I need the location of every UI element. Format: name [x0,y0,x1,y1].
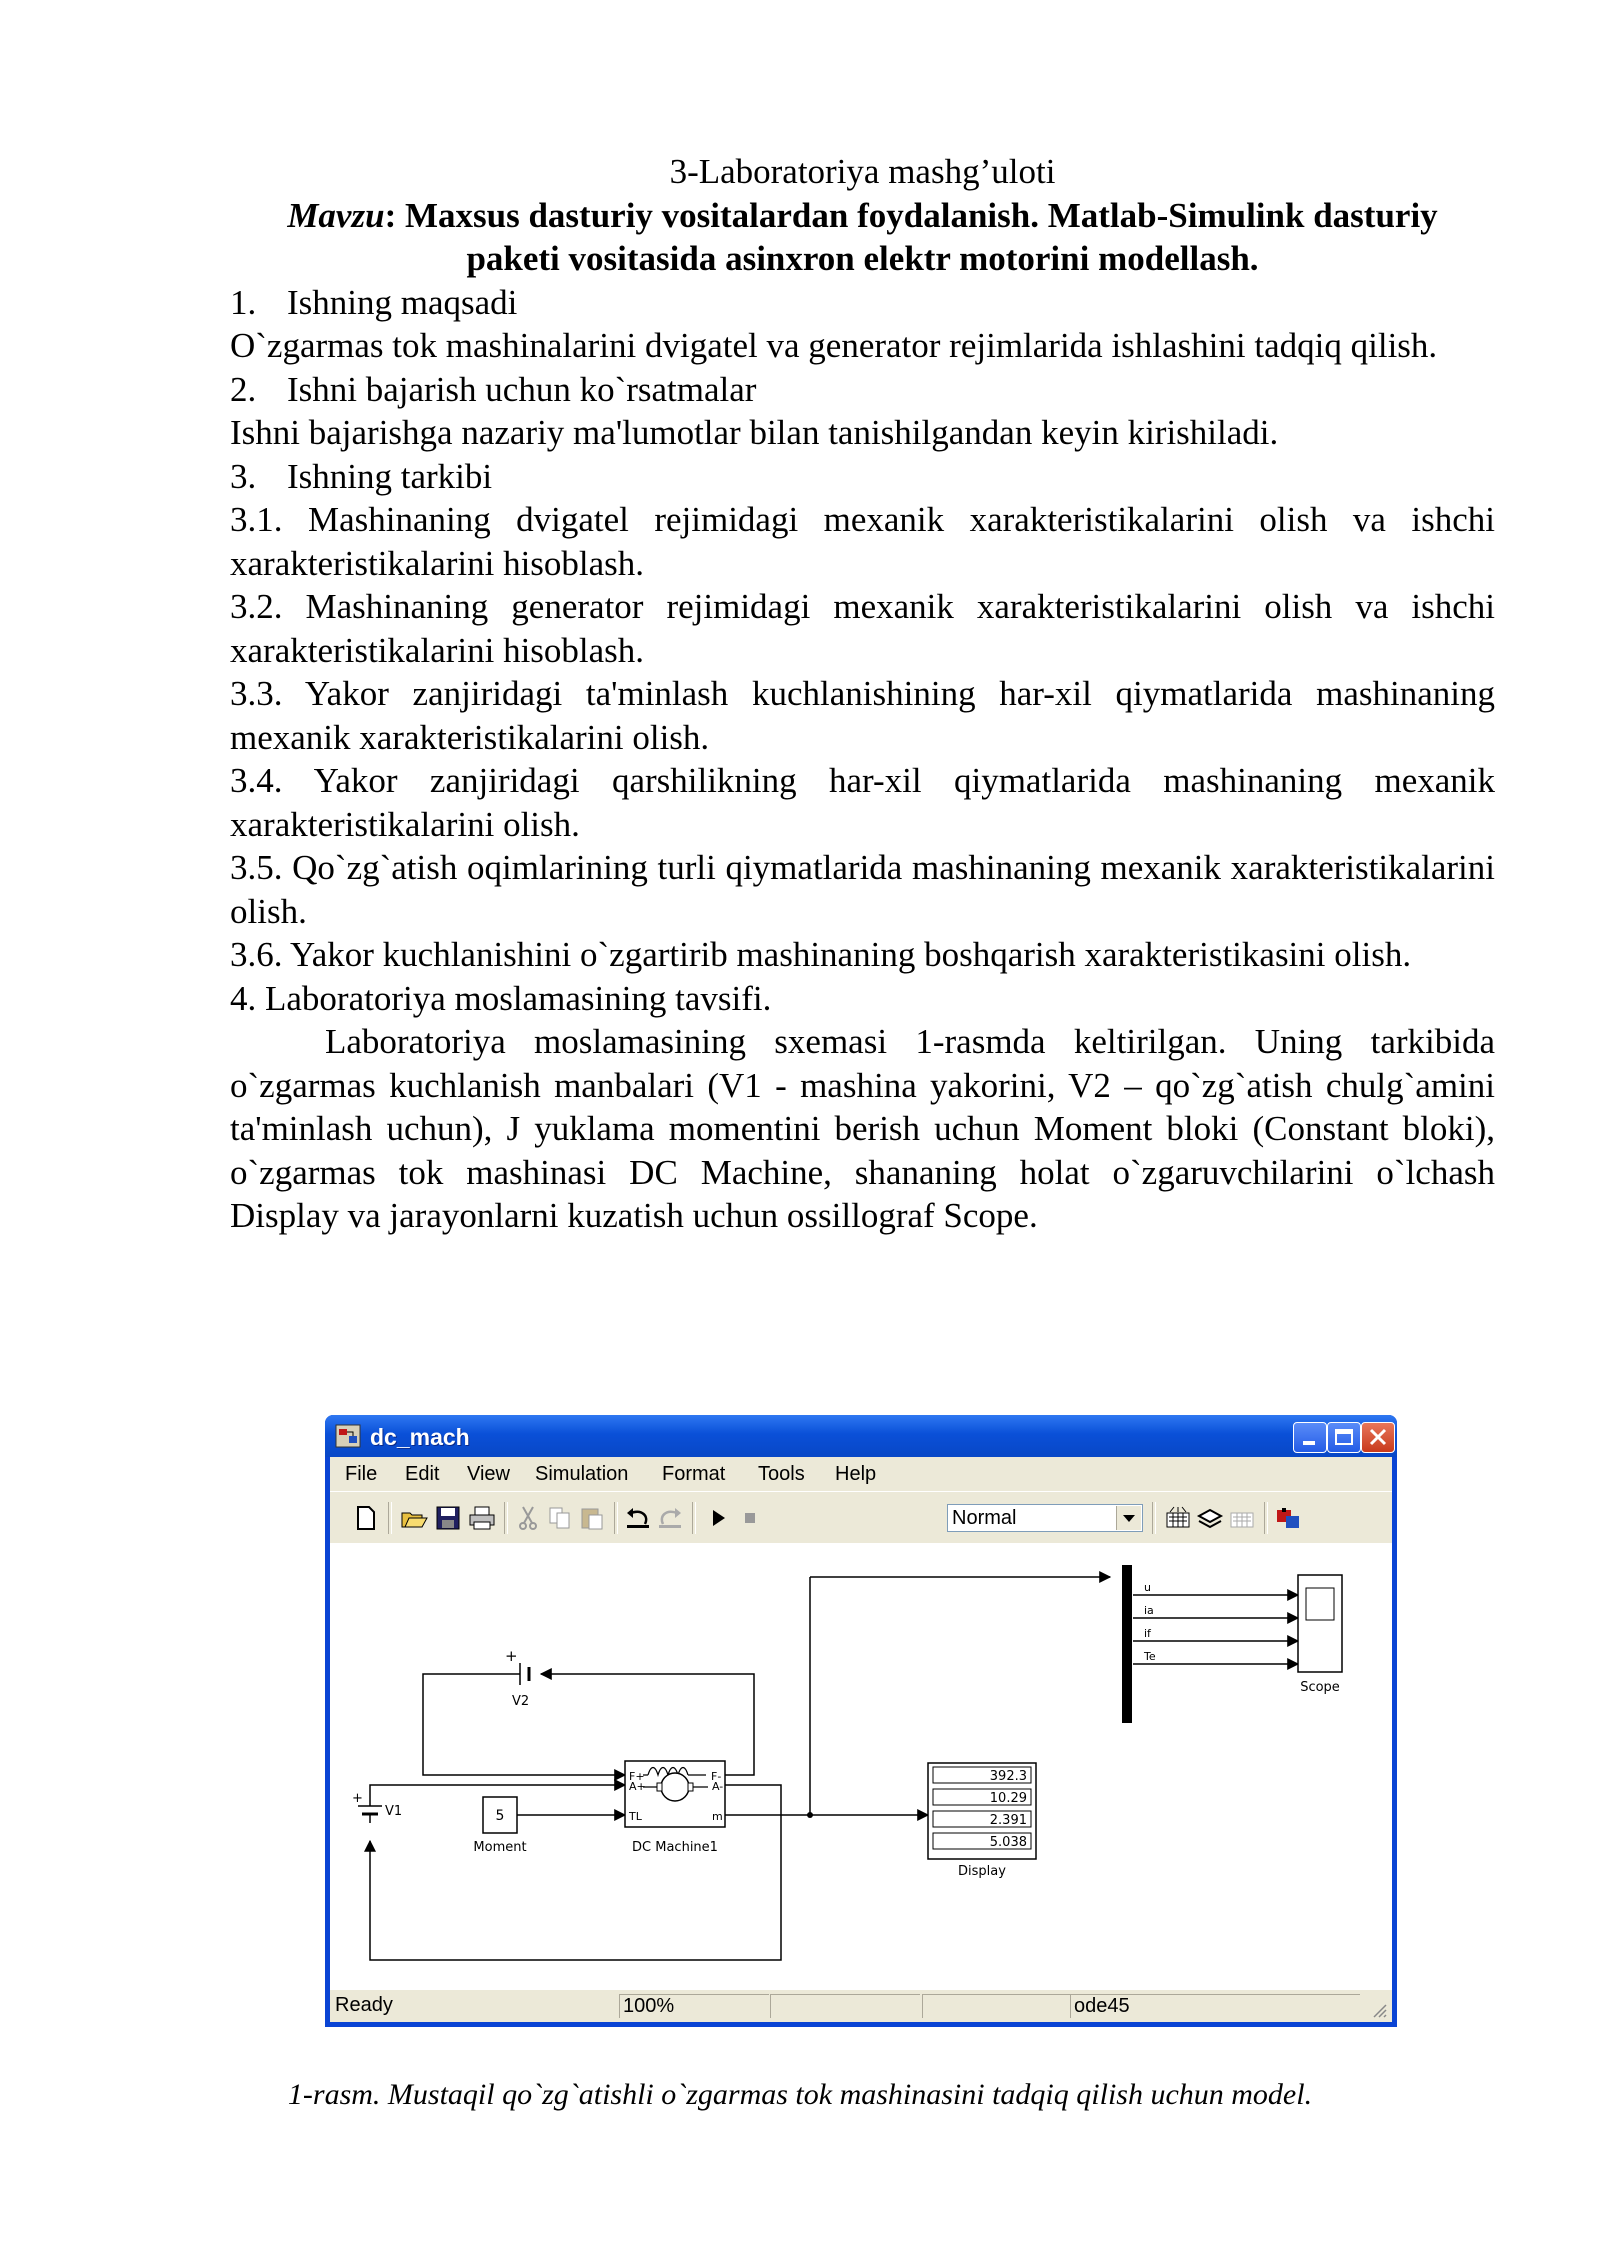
topic-line-2: paketi vositasida asinxron elektr motorini modellash. [466,239,1259,278]
section-1-number: 1. [230,282,257,322]
undo-icon[interactable] [624,1504,652,1532]
menu-format[interactable]: Format [662,1463,726,1485]
save-icon[interactable] [434,1504,462,1532]
document-title: 3-Laboratoriya mashg’uloti [669,152,1056,191]
toolbar [330,1491,1392,1545]
v2-plus-sign: + [505,1647,518,1665]
dropdown-arrow[interactable] [1116,1506,1141,1530]
section-2-text: Ishni bajarishga nazariy ma'lumotlar bilan tanishilgandan keyin kirishiladi. [230,413,1279,452]
scope-label: Scope [1300,1680,1340,1695]
redo-icon[interactable] [656,1504,684,1532]
minimize-button[interactable] [1293,1422,1327,1453]
copy-icon[interactable] [546,1504,574,1532]
minimize-icon [1294,1423,1326,1452]
signal-u: u [1144,1581,1151,1594]
menu-simulation[interactable]: Simulation [535,1463,629,1485]
new-model-icon[interactable] [352,1504,380,1532]
v1-label: V1 [385,1804,403,1819]
item-3-1: 3.1. Mashinaning dvigatel rejimidagi mexanik xarakteristikalarini olish va ishchi xarakteristikalarini hisoblash. [230,500,1495,583]
maximize-icon [1328,1423,1360,1452]
item-3-2: 3.2. Mashinaning generator rejimidagi mexanik xarakteristikalarini olish va ishchi xarakteristikalarini hisoblash. [230,587,1495,670]
section-2-title: Ishni bajarish uchun ko`rsatmalar [287,369,757,409]
item-3-5: 3.5. Qo`zg`atish oqimlarining turli qiymatlarida mashinaning mexanik xarakteristikalarini olish. [230,848,1495,931]
port-aplus: A+ [629,1780,646,1793]
status-solver: ode45 [1070,1994,1360,2018]
topic-label: Mavzu [287,195,385,235]
section-4-heading: 4. Laboratoriya moslamasining tavsifi. [230,978,772,1018]
demux-block [1122,1565,1132,1723]
v1-source-block [352,1791,402,1823]
section-3-number: 3. [230,456,257,496]
signal-if: if [1144,1627,1151,1640]
simulink-window [325,1415,1397,2027]
status-bar [330,1990,1392,2022]
paste-icon[interactable] [578,1504,606,1532]
moment-label: Moment [473,1840,527,1855]
close-button[interactable] [1361,1422,1395,1453]
simulink-app-icon [335,1424,361,1448]
menu-bar [330,1457,1392,1491]
display-value-2: 10.29 [989,1791,1027,1806]
status-empty-2 [922,1994,1072,2018]
figure-caption: 1-rasm. Mustaqil qo`zg`atishli o`zgarmas tok mashinasini tadqiq qilish uchun model. [287,2078,1313,2111]
display-value-1: 392.3 [989,1769,1027,1784]
build-icon[interactable] [1164,1504,1192,1532]
open-icon[interactable] [400,1504,428,1532]
close-icon [1362,1423,1394,1452]
port-fminus: F- [711,1770,722,1783]
window-title: dc_mach [370,1424,470,1450]
moment-value: 5 [495,1808,505,1824]
menu-edit[interactable]: Edit [405,1463,440,1485]
section-1-title: Ishning maqsadi [287,282,518,322]
section-3-title: Ishning tarkibi [287,456,493,496]
v2-source-block [505,1647,529,1709]
section-1-text: O`zgarmas tok mashinalarini dvigatel va generator rejimlarida ishlashini tadqiq qilish. [230,326,1438,365]
section-3-heading [230,455,1495,499]
block-diagram [330,1543,1392,1990]
topic-line-1: : Maxsus dasturiy vositalardan foydalanish. Matlab-Simulink dasturiy [384,195,1438,235]
status-state: Ready [335,1994,393,2016]
menu-view[interactable]: View [467,1463,510,1485]
signal-te: Te [1144,1650,1156,1663]
chevron-down-icon [1117,1506,1141,1530]
port-m: m [712,1810,723,1823]
v2-label: V2 [512,1694,530,1709]
status-empty-1 [770,1994,920,2018]
resize-grip-icon[interactable] [1370,2001,1388,2019]
model-explorer-icon[interactable] [1228,1504,1256,1532]
simulation-mode-value: Normal [952,1507,1017,1529]
item-3-3: 3.3. Yakor zanjiridagi ta'minlash kuchlanishining har-xil qiymatlarida mashinaning mexanik xarakteristikalarini olish. [230,674,1495,757]
document-topic [230,194,1495,238]
section-2-heading [230,368,1495,412]
start-simulation-icon[interactable] [704,1504,732,1532]
debugger-icon[interactable] [1274,1504,1302,1532]
simulation-mode-select[interactable] [947,1504,1143,1532]
section-1-heading [230,281,1495,325]
library-browser-icon[interactable] [1196,1504,1224,1532]
maximize-button[interactable] [1327,1422,1361,1453]
v1-plus-sign: + [352,1791,363,1806]
display-label: Display [958,1864,1006,1879]
signal-ia: ia [1144,1604,1154,1617]
port-tl: TL [629,1810,642,1823]
window-titlebar[interactable] [325,1415,1397,1457]
stop-simulation-icon[interactable] [736,1504,764,1532]
model-canvas[interactable] [330,1543,1392,1990]
port-fplus: F+ [629,1770,645,1783]
cut-icon[interactable] [514,1504,542,1532]
item-3-4: 3.4. Yakor zanjiridagi qarshilikning har-xil qiymatlarida mashinaning mexanik xarakteristikalarini olish. [230,761,1495,844]
item-3-6: 3.6. Yakor kuchlanishini o`zgartirib mashinaning boshqarish xarakteristikasini olish. [230,935,1412,974]
dc-machine-label: DC Machine1 [632,1840,718,1855]
section-2-number: 2. [230,369,257,409]
section-4-text: Laboratoriya moslamasining sxemasi 1-rasmda keltirilgan. Uning tarkibida o`zgarmas kuchlanish manbalari (V1 - mashina yakorini, V2 – qo`zg`atish chulg`amini ta'minlash uchun), J yuklama momentini berish uchun Moment bloki (Constant bloki), o`zgarmas tok mashinasi DC Machine, shananing holat o`zgaruvchilarini o`lchash Display va jarayonlarni kuzatish uchun ossillograf Scope. [230,1022,1495,1235]
menu-help[interactable]: Help [835,1463,877,1485]
print-icon[interactable] [468,1504,496,1532]
port-aminus: A- [712,1780,724,1793]
display-value-4: 5.038 [989,1835,1027,1850]
menu-tools[interactable]: Tools [758,1463,805,1485]
display-value-3: 2.391 [989,1813,1027,1828]
status-zoom: 100% [619,1994,769,2018]
menu-file[interactable]: File [345,1463,378,1485]
document-body [230,150,1495,1238]
